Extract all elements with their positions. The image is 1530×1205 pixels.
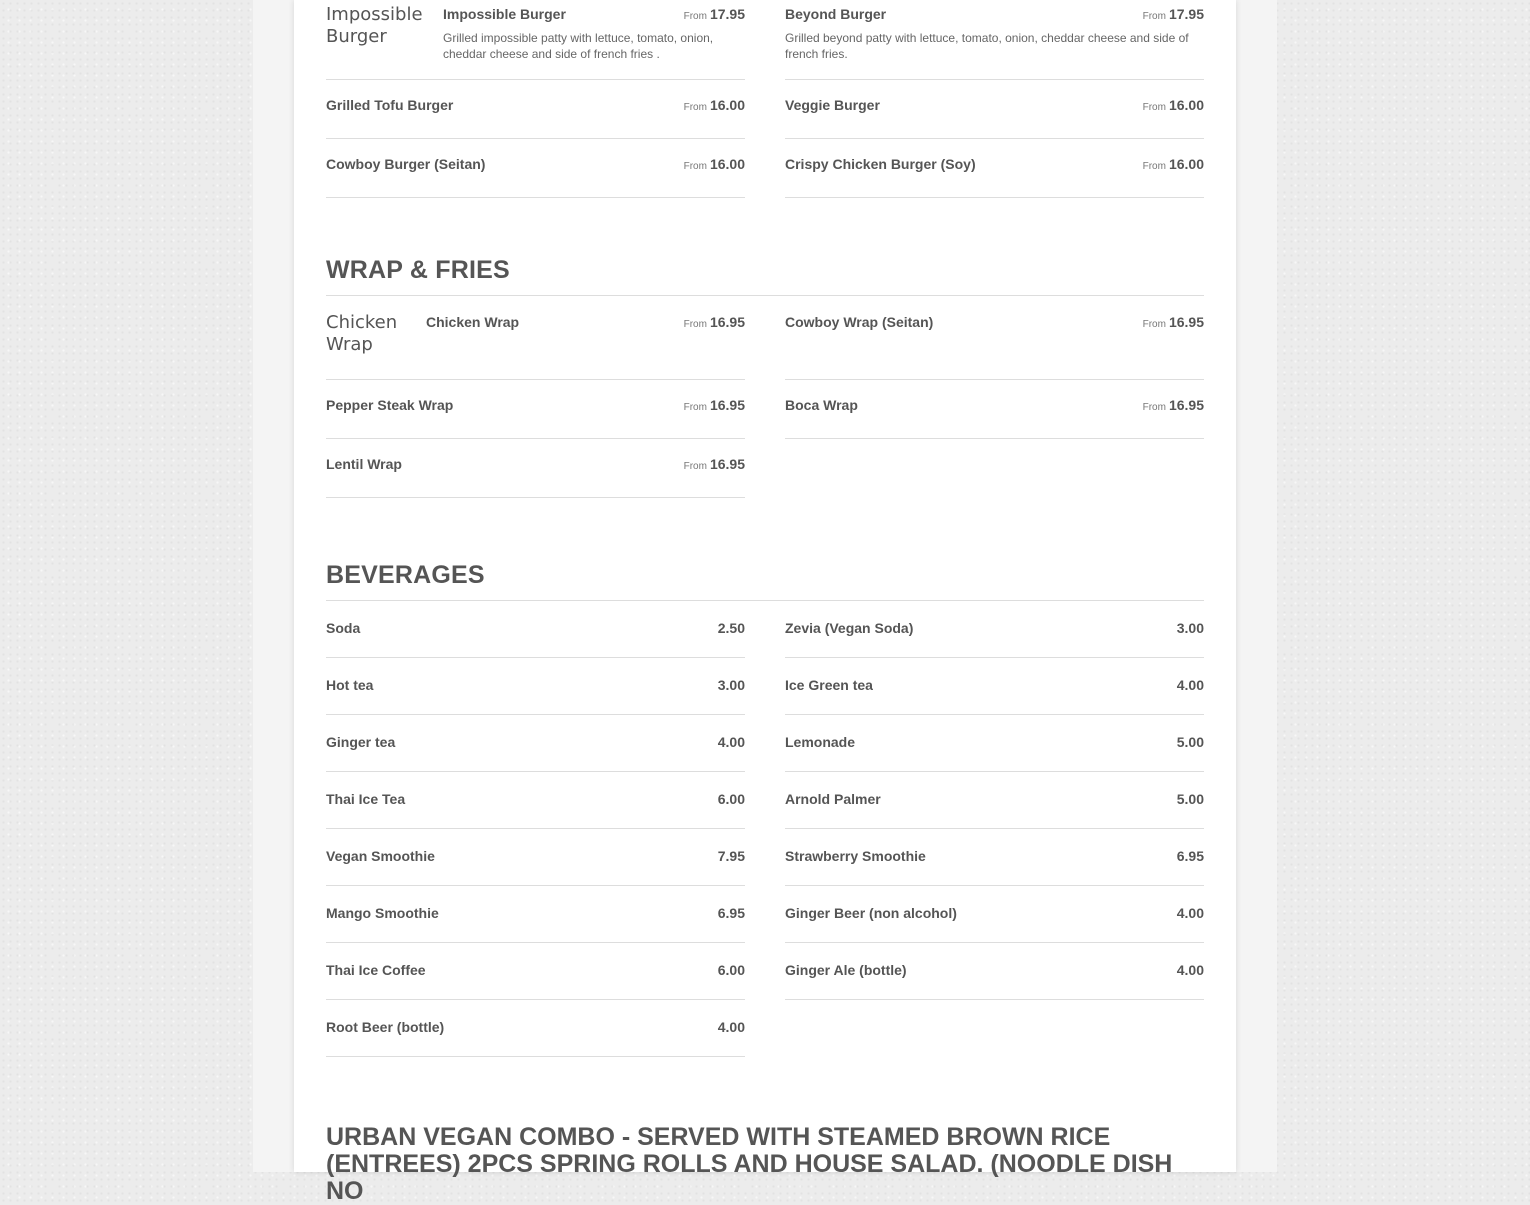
price-from-label: From (683, 461, 707, 472)
menu-item[interactable] (326, 439, 745, 498)
item-body (785, 97, 1204, 113)
menu-item[interactable] (785, 715, 1204, 772)
item-name: Beyond Burger (785, 6, 887, 22)
item-price (684, 6, 745, 22)
price-value: 16.95 (1168, 314, 1204, 330)
item-price (1143, 6, 1204, 22)
burgers-left-column (326, 0, 745, 198)
price-value: 17.95 (1168, 6, 1204, 22)
price-value: 16.00 (709, 156, 745, 172)
menu-item[interactable] (326, 296, 745, 380)
item-head (326, 677, 745, 693)
price-from-label: From (1142, 161, 1166, 172)
menu-item[interactable] (785, 886, 1204, 943)
item-body (785, 397, 1204, 413)
item-name: Impossible Burger (443, 6, 566, 22)
item-price (1143, 156, 1204, 172)
menu-item[interactable] (785, 772, 1204, 829)
item-head (785, 397, 1204, 413)
item-head (326, 397, 745, 413)
beverages-section (326, 561, 1204, 1057)
item-price: 3.00 (1176, 620, 1204, 636)
item-name: Pepper Steak Wrap (326, 397, 454, 413)
menu-item[interactable] (326, 658, 745, 715)
wrap-section (326, 256, 1204, 498)
item-head (326, 791, 745, 807)
item-name: Ginger Ale (bottle) (785, 962, 907, 978)
item-body (326, 962, 745, 978)
item-body (785, 734, 1204, 750)
menu-item[interactable] (326, 715, 745, 772)
menu-item[interactable] (326, 0, 745, 80)
wrap-grid (326, 296, 1204, 498)
item-head (326, 97, 745, 113)
menu-item[interactable] (785, 0, 1204, 80)
item-body (426, 312, 745, 330)
item-head (326, 1019, 745, 1035)
item-name: Lemonade (785, 734, 856, 750)
price-value: 17.95 (709, 6, 745, 22)
price-value: 16.95 (709, 456, 745, 472)
item-price: 4.00 (1176, 677, 1204, 693)
menu-item[interactable] (326, 943, 745, 1000)
price-from-label: From (683, 161, 707, 172)
item-body (785, 677, 1204, 693)
item-name: Mango Smoothie (326, 905, 439, 921)
item-name: Cowboy Burger (Seitan) (326, 156, 486, 172)
menu-item[interactable] (326, 139, 745, 198)
beverages-grid (326, 601, 1204, 1057)
item-head (785, 314, 1204, 330)
item-body (326, 734, 745, 750)
menu-item[interactable] (785, 380, 1204, 439)
item-body (326, 1019, 745, 1035)
item-name: Veggie Burger (785, 97, 880, 113)
item-price: 5.00 (1176, 791, 1204, 807)
menu-item[interactable] (785, 658, 1204, 715)
item-price: 4.00 (1176, 905, 1204, 921)
item-name: Vegan Smoothie (326, 848, 435, 864)
menu-item[interactable] (326, 380, 745, 439)
item-body (443, 4, 745, 62)
item-image: Impossible Burger (326, 4, 423, 47)
item-image: Chicken Wrap (326, 312, 398, 355)
price-value: 16.00 (1168, 156, 1204, 172)
burgers-grid (326, 0, 1204, 198)
wrap-left-column (326, 296, 745, 498)
item-price (684, 156, 745, 172)
item-price: 4.00 (717, 1019, 745, 1035)
item-body (785, 620, 1204, 636)
price-from-label: From (683, 11, 707, 22)
item-name: Hot tea (326, 677, 374, 693)
item-head (326, 734, 745, 750)
menu-item[interactable] (785, 80, 1204, 139)
item-head (326, 620, 745, 636)
item-price (1143, 97, 1204, 113)
burgers-right-column (785, 0, 1204, 198)
menu-item[interactable] (326, 772, 745, 829)
menu-item[interactable] (785, 601, 1204, 658)
item-body (785, 962, 1204, 978)
beverages-left-column (326, 601, 745, 1057)
item-head (785, 848, 1204, 864)
item-name: Thai Ice Coffee (326, 962, 426, 978)
item-body (785, 314, 1204, 330)
item-price (1143, 397, 1204, 413)
item-description: Grilled beyond patty with lettuce, tomato, onion, cheddar cheese and side of french fries. (785, 31, 1189, 61)
menu-item[interactable] (326, 1000, 745, 1057)
price-from-label: From (683, 402, 707, 413)
section-title-beverages: BEVERAGES (326, 561, 1204, 601)
item-price (684, 97, 745, 113)
price-value: 16.95 (709, 397, 745, 413)
price-from-label: From (1142, 319, 1166, 330)
item-price: 6.95 (1176, 848, 1204, 864)
item-price (684, 397, 745, 413)
item-body (785, 156, 1204, 172)
item-name: Soda (326, 620, 361, 636)
item-head (785, 97, 1204, 113)
price-from-label: From (683, 102, 707, 113)
item-head (785, 962, 1204, 978)
menu-item[interactable] (326, 829, 745, 886)
item-head (443, 6, 745, 22)
menu-item[interactable] (785, 296, 1204, 380)
item-head (785, 620, 1204, 636)
item-head (785, 791, 1204, 807)
item-body (326, 791, 745, 807)
item-head (785, 677, 1204, 693)
beverages-right-column (785, 601, 1204, 1057)
item-head (785, 6, 1204, 22)
price-value: 16.95 (709, 314, 745, 330)
menu-item[interactable] (785, 943, 1204, 1000)
item-head (785, 734, 1204, 750)
price-from-label: From (1142, 11, 1166, 22)
item-price: 2.50 (717, 620, 745, 636)
price-value: 16.95 (1168, 397, 1204, 413)
item-price (1143, 314, 1204, 330)
item-price (684, 456, 745, 472)
item-price: 3.00 (717, 677, 745, 693)
item-body (785, 6, 1204, 62)
item-price: 4.00 (1176, 962, 1204, 978)
item-head (326, 905, 745, 921)
wrap-right-column (785, 296, 1204, 498)
item-price: 6.95 (717, 905, 745, 921)
item-head (426, 314, 745, 330)
item-price (684, 314, 745, 330)
menu-item[interactable] (785, 139, 1204, 198)
menu-item[interactable] (326, 601, 745, 658)
item-name: Crispy Chicken Burger (Soy) (785, 156, 976, 172)
item-price: 5.00 (1176, 734, 1204, 750)
item-body (326, 456, 745, 472)
item-head (326, 156, 745, 172)
item-price: 6.00 (717, 791, 745, 807)
item-name: Chicken Wrap (426, 314, 520, 330)
section-title-wrap: WRAP & FRIES (326, 256, 1204, 296)
item-name: Boca Wrap (785, 397, 858, 413)
price-from-label: From (683, 319, 707, 330)
item-name: Lentil Wrap (326, 456, 402, 472)
price-from-label: From (1142, 402, 1166, 413)
price-value: 16.00 (1168, 97, 1204, 113)
item-head (326, 848, 745, 864)
item-price: 7.95 (717, 848, 745, 864)
item-body (326, 905, 745, 921)
menu-paper (294, 0, 1236, 1205)
item-body (326, 97, 745, 113)
item-body (326, 397, 745, 413)
item-body (326, 620, 745, 636)
item-head (785, 156, 1204, 172)
price-from-label: From (1142, 102, 1166, 113)
item-body (785, 905, 1204, 921)
item-head (785, 905, 1204, 921)
item-price: 6.00 (717, 962, 745, 978)
item-price: 4.00 (717, 734, 745, 750)
item-description: Grilled impossible patty with lettuce, tomato, onion, cheddar cheese and side of french fries . (443, 31, 714, 61)
item-name: Thai Ice Tea (326, 791, 406, 807)
menu-item[interactable] (326, 80, 745, 139)
item-head (326, 456, 745, 472)
item-body (785, 848, 1204, 864)
item-name: Grilled Tofu Burger (326, 97, 454, 113)
menu-item[interactable] (785, 829, 1204, 886)
section-title-combo: URBAN VEGAN COMBO - SERVED WITH STEAMED BROWN RICE (ENTREES) 2PCS SPRING ROLLS AND HOUSE SALAD. (NOODLE DISH NO (326, 1123, 1173, 1205)
item-name: Zevia (Vegan Soda) (785, 620, 914, 636)
item-name: Arnold Palmer (785, 791, 881, 807)
combo-section (326, 1124, 1204, 1205)
item-body (326, 848, 745, 864)
item-name: Strawberry Smoothie (785, 848, 926, 864)
price-value: 16.00 (709, 97, 745, 113)
item-body (326, 677, 745, 693)
item-body (785, 791, 1204, 807)
menu-item[interactable] (326, 886, 745, 943)
item-name: Ice Green tea (785, 677, 873, 693)
item-head (326, 962, 745, 978)
item-name: Ginger tea (326, 734, 396, 750)
item-name: Root Beer (bottle) (326, 1019, 445, 1035)
item-body (326, 156, 745, 172)
item-name: Ginger Beer (non alcohol) (785, 905, 957, 921)
item-name: Cowboy Wrap (Seitan) (785, 314, 934, 330)
